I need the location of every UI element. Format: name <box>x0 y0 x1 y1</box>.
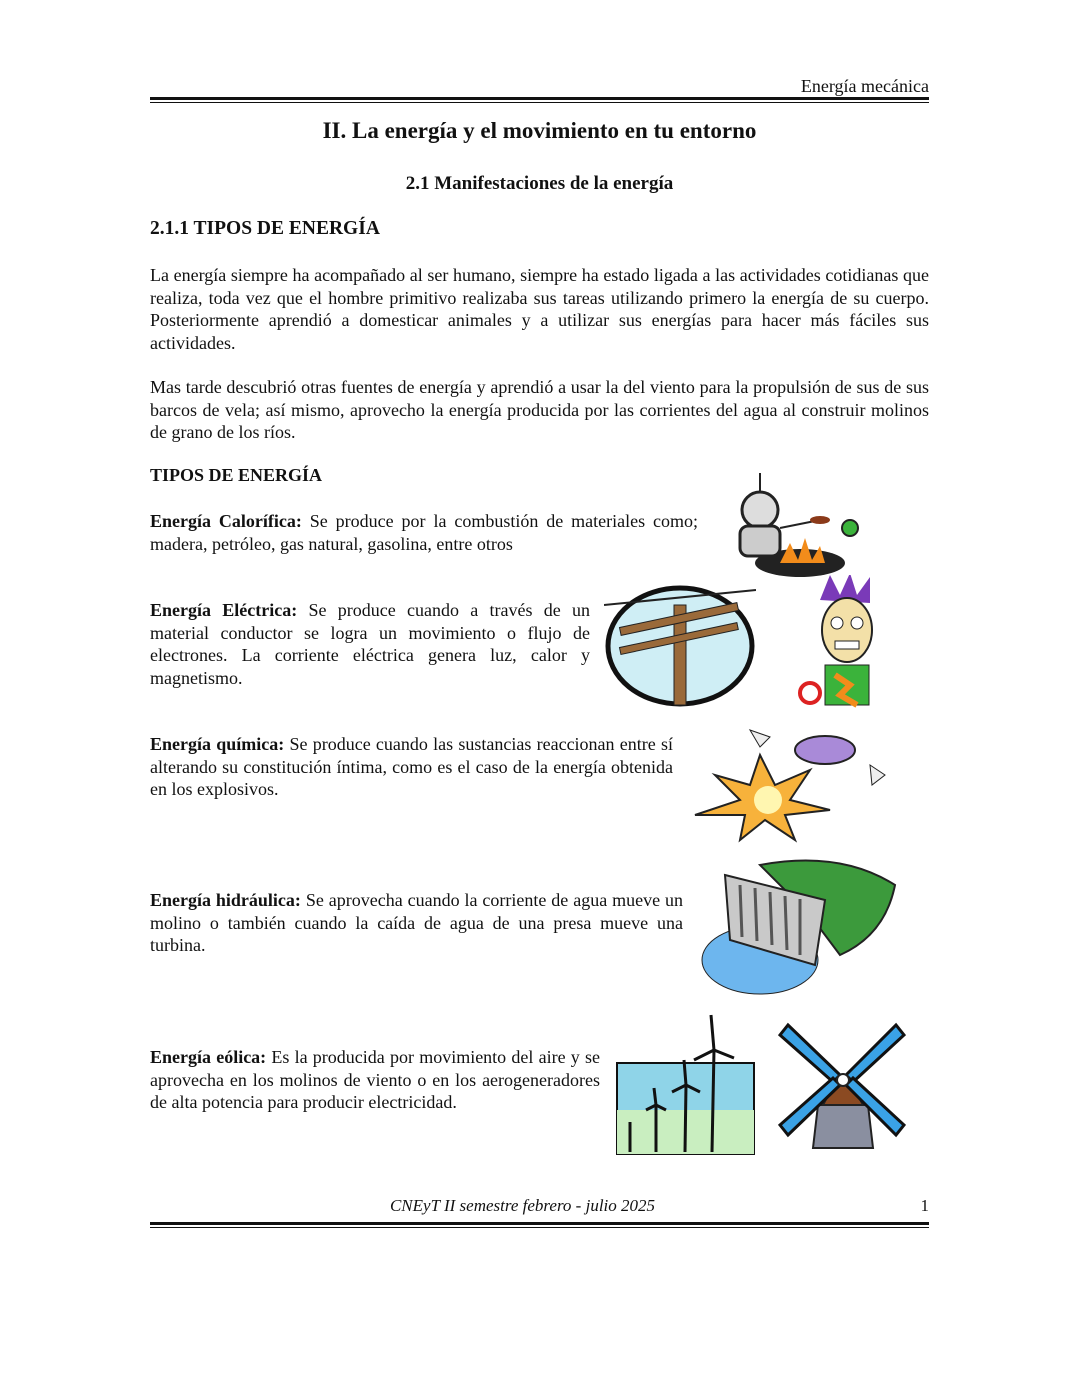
section-heading: 2.1.1 TIPOS DE ENERGÍA <box>150 218 380 239</box>
running-header: Energía mecánica <box>800 76 929 96</box>
energy-type-eolica: Energía eólica: Es la producida por movimiento del aire y se aprovecha en los molinos de viento o en los aerogeneradores de alta potencia para producir electricidad. <box>150 1047 600 1112</box>
page-title: II. La energía y el movimiento en tu entorno <box>322 118 757 143</box>
explosion-image <box>690 715 895 843</box>
footer-text: CNEyT II semestre febrero - julio 2025 <box>389 1196 656 1215</box>
energy-type-electrica: Energía Eléctrica: Se produce cuando a través de un material conductor se logra un movimiento o flujo de electrones. La corriente eléctrica genera luz, calor y magnetismo. <box>150 600 590 688</box>
energy-type-calorifica: Energía Calorífica: Se produce por la combustión de materiales como; madera, petróleo, gas natural, gasolina, entre otros <box>150 511 698 554</box>
subtitle: 2.1 Manifestaciones de la energía <box>405 173 674 194</box>
intro-paragraph: Mas tarde descubrió otras fuentes de energía y aprendió a usar la del viento para la propulsión de sus de sus barcos de vela; así mismo, aprovecho la energía producida por las corrientes del agua al construir molinos de grano de los ríos. <box>150 377 929 442</box>
intro-paragraph: La energía siempre ha acompañado al ser humano, siempre ha estado ligada a las actividades cotidianas que realiza, toda vez que el hombre primitivo realizaba sus tareas utilizando primero la energía de su cuerpo. Posteriormente aprendió a domesticar animales y a utilizar sus energías para hacer más fáciles sus actividades. <box>150 265 929 353</box>
electrocuted-man-image <box>795 575 907 717</box>
energy-type-quimica: Energía química: Se produce cuando las sustancias reaccionan entre sí alterando su constitución íntima, como es el caso de la energía obtenida en los explosivos. <box>150 734 674 799</box>
footer-rule <box>150 1222 929 1228</box>
windmill-image <box>778 1020 908 1150</box>
types-heading: TIPOS DE ENERGÍA <box>150 465 323 485</box>
astronaut-campfire-image <box>710 468 880 588</box>
power-pole-image <box>604 585 756 707</box>
energy-type-hidraulica: Energía hidráulica: Se aprovecha cuando la corriente de agua mueve un molino o también cuando la caída de agua de una presa mueve una turbina. <box>150 890 683 955</box>
header-rule <box>150 97 929 103</box>
page-number: 1 <box>920 1196 929 1215</box>
dam-image <box>700 855 897 997</box>
wind-turbines-image <box>616 1010 756 1156</box>
